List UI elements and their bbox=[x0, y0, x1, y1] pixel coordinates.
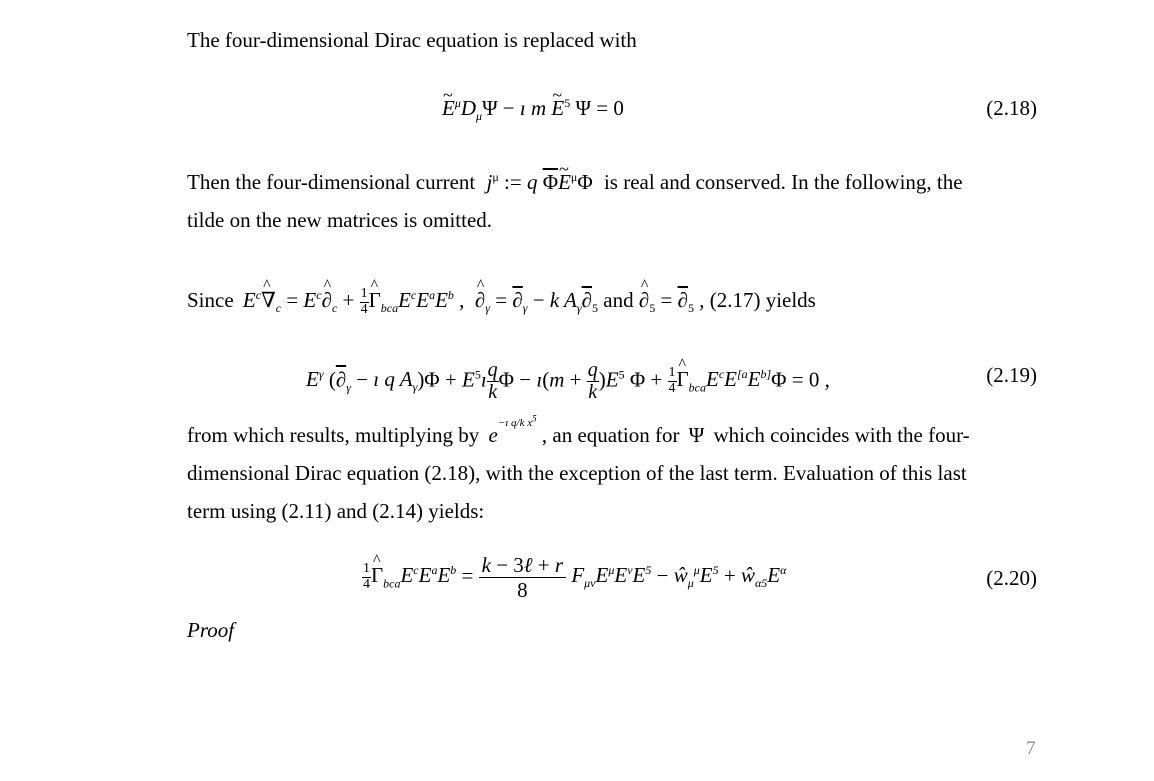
since-label: Since bbox=[187, 288, 234, 312]
multiplying-text-a: from which results, multiplying by bbox=[187, 423, 480, 447]
psi-symbol: Ψ bbox=[688, 423, 705, 447]
equation-2-18: ~ $E^\mu D_\mu\Psi$ − ı m ~ $E^5$ Ψ = 0 bbox=[442, 98, 624, 119]
paragraph-current-text-b: is real and conserved. In the following, the bbox=[603, 170, 963, 194]
since-formula: $E^c\^{}$ $\nabla_c$ = $E^c\^{}$ $\partial_c$ + $\frac{1}{4}$ ^ $\Gamma_{bca}E^cE^aE^b$ , ^ $\partial_\gamma = \partial_\gamma - k$ $A_\gamma\partial_5$ bbox=[243, 288, 598, 312]
equation-2-19: $E^\gamma$ ($\partial_\gamma$ − ı q $A_\gamma)\Phi$ + $E^5ı$ $\frac{q}{k}$ Φ − ı(m + $\frac{q}{k}$ )$E^5$ Φ + $\frac{1}{4}$ ^ $\Gamma_{bca}E^cE^{[a}E^{b]}\Phi = 0$ , bbox=[306, 360, 830, 403]
page-number: 7 bbox=[1026, 738, 1036, 759]
paragraph-dirac-exception: dimensional Dirac equation (2.18), with the exception of the last term. Evaluation of this last bbox=[187, 461, 967, 485]
equation-number-2-19: (2.19) bbox=[986, 363, 1037, 387]
paragraph-evaluation: term using (2.11) and (2.14) yields: bbox=[187, 499, 485, 523]
paragraph-tilde-note: tilde on the new matrices is omitted. bbox=[187, 208, 493, 232]
paragraph-current-text-a: Then the four-dimensional current bbox=[187, 170, 476, 194]
equation-number-2-18: (2.18) bbox=[986, 96, 1037, 120]
and-label: and bbox=[603, 288, 634, 312]
multiplying-text-c: which coincides with the four- bbox=[713, 423, 970, 447]
partial5-formula: ^ $\partial_5 = \partial_5$ bbox=[639, 288, 694, 312]
multiplying-text-b: , an equation for bbox=[541, 423, 680, 447]
current-formula: $j^\mu$ := q $\overline{\Phi}\sim$ $E^\mu\Phi$ bbox=[486, 170, 592, 194]
paragraph-intro: The four-dimensional Dirac equation is replaced with bbox=[187, 28, 637, 52]
paragraph-since bbox=[187, 287, 816, 317]
equation-2-20: $\frac{1}{4}$ ^ $\Gamma_{bca}E^cE^aE^b$ = k − 3ℓ + r 8 $F_{\mu\nu}E^\mu E^\nu E^5$ − $ŵ_\mu^\mu E^5$ + $ŵ_{\alpha 5}E^\alpha$ bbox=[362, 553, 786, 602]
paragraph-current bbox=[187, 172, 963, 193]
equation-number-2-20: (2.20) bbox=[986, 566, 1037, 590]
yields-label: , (2.17) yields bbox=[699, 288, 816, 312]
exponential-factor: $e^{-ı q/k x^5}$ bbox=[488, 413, 537, 447]
paragraph-multiplying bbox=[187, 413, 970, 447]
proof-heading: Proof bbox=[187, 618, 235, 642]
